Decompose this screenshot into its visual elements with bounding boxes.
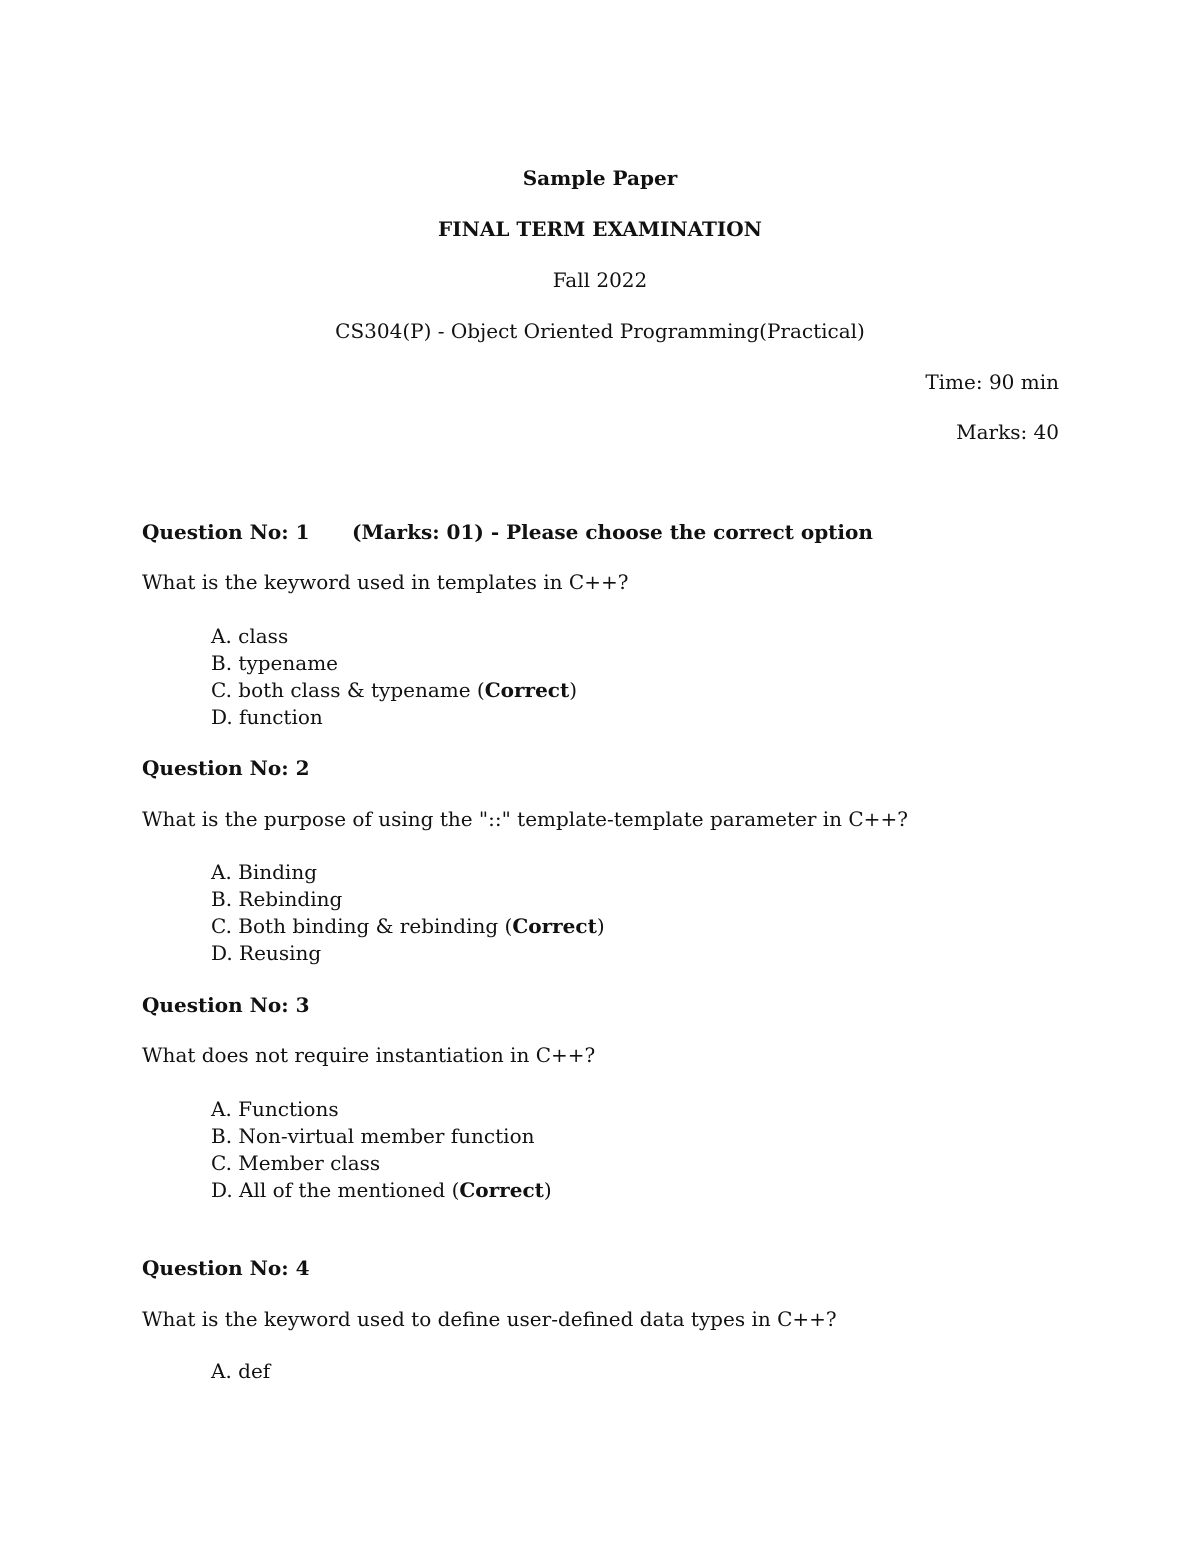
question-marks-instruction: (Marks: 01) - Please choose the correct option [352, 520, 873, 544]
question-2-text: What is the purpose of using the "::" template-template parameter in C++? [142, 807, 908, 831]
question-1-text: What is the keyword used in templates in C++? [142, 570, 629, 594]
question-number: Question No: 3 [142, 993, 310, 1017]
question-number: Question No: 1 [142, 520, 310, 544]
question-4-text: What is the keyword used to define user-defined data types in C++? [142, 1307, 837, 1331]
question-3-text: What does not require instantiation in C++? [142, 1043, 596, 1067]
option-d: D. Reusing [211, 941, 322, 965]
question-2-heading [142, 756, 310, 780]
course-title: CS304(P) - Object Oriented Programming(Practical) [335, 319, 865, 343]
question-number: Question No: 2 [142, 756, 310, 780]
option-a: A. Functions [211, 1097, 339, 1121]
option-b: B. Non-virtual member function [211, 1124, 535, 1148]
question-2-options [211, 859, 605, 967]
option-c: C. Member class [211, 1151, 381, 1175]
question-4-heading [142, 1256, 310, 1280]
question-3-options [211, 1096, 552, 1204]
option-a: A. Binding [211, 860, 318, 884]
option-b: B. typename [211, 651, 338, 675]
option-d: D. All of the mentioned (Correct) [211, 1178, 552, 1202]
question-1-heading [142, 520, 873, 544]
question-3-heading [142, 993, 310, 1017]
term-label: Fall 2022 [552, 268, 648, 292]
option-b: B. Rebinding [211, 887, 343, 911]
correct-marker: Correct [459, 1178, 544, 1202]
option-c: C. Both binding & rebinding (Correct) [211, 914, 605, 938]
sample-paper-label: Sample Paper [522, 166, 678, 190]
question-number: Question No: 4 [142, 1256, 310, 1280]
marks-total-label: Marks: 40 [956, 420, 1059, 444]
correct-marker: Correct [512, 914, 597, 938]
correct-marker: Correct [484, 678, 570, 702]
question-1-options [211, 623, 577, 731]
option-d: D. function [211, 705, 323, 729]
option-c: C. both class & typename (Correct) [211, 678, 578, 702]
option-a: A. class [211, 624, 289, 648]
time-label: Time: 90 min [925, 370, 1059, 394]
option-a: A. def [211, 1359, 271, 1383]
question-4-options [211, 1358, 270, 1385]
exam-title: FINAL TERM EXAMINATION [438, 217, 762, 241]
